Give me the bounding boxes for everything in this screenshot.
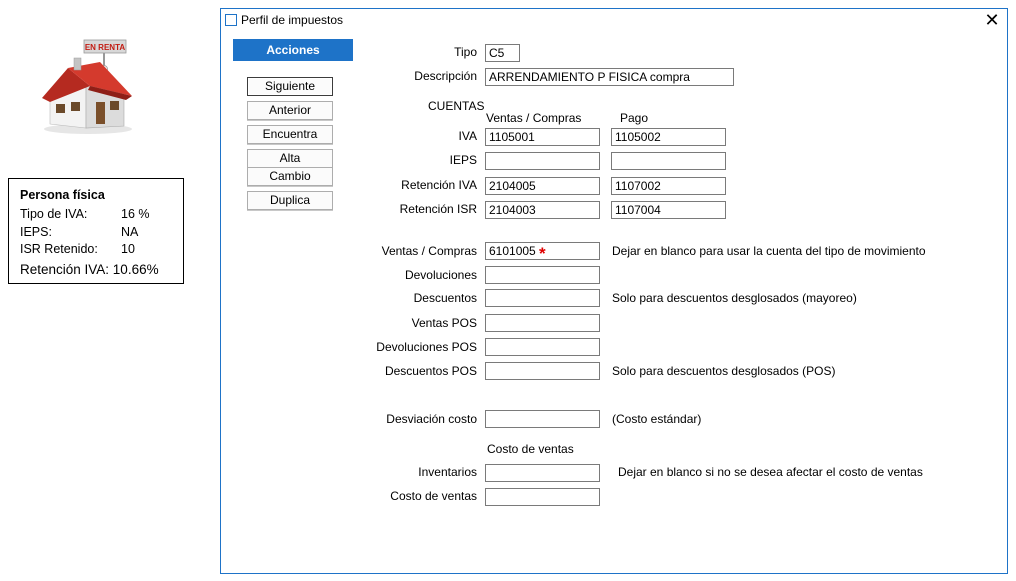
ieps-row-label: IEPS: [449, 153, 477, 167]
inventarios-note: Dejar en blanco si no se desea afectar el costo de ventas: [618, 465, 923, 479]
desviacion-costo-note: (Costo estándar): [612, 412, 702, 426]
desviacion-costo-field[interactable]: [485, 410, 600, 428]
actions-header: Acciones: [233, 39, 353, 61]
find-button[interactable]: Encuentra: [247, 125, 333, 144]
ieps-label: IEPS:: [20, 225, 52, 239]
window-icon: [225, 14, 237, 26]
ventas-pos-field[interactable]: [485, 314, 600, 332]
cuentas-header: CUENTAS: [428, 99, 485, 113]
ventas-compras-note: Dejar en blanco para usar la cuenta del tipo de movimiento: [612, 244, 926, 258]
devoluciones-label: Devoluciones: [404, 268, 477, 282]
retencion-iva-pago-field[interactable]: 1107002: [611, 177, 726, 195]
taxpayer-info-card: [8, 178, 184, 284]
costo-ventas-header: Costo de ventas: [487, 442, 574, 456]
iva-label: IVA: [458, 129, 477, 143]
descuentos-pos-label: Descuentos POS: [384, 364, 477, 378]
iva-retention-text: Retención IVA: 10.66%: [20, 262, 159, 277]
descuentos-pos-note: Solo para descuentos desglosados (POS): [612, 364, 836, 378]
ventas-compras-field[interactable]: 6101005: [485, 242, 600, 260]
descuentos-pos-field[interactable]: [485, 362, 600, 380]
retencion-iva-ventas-field[interactable]: 2104005: [485, 177, 600, 195]
iva-pago-field[interactable]: 1105002: [611, 128, 726, 146]
change-button[interactable]: Cambio: [247, 167, 333, 186]
house-for-rent-image: [38, 38, 134, 136]
inventarios-field[interactable]: [485, 464, 600, 482]
ventas-compras-column-header: Ventas / Compras: [486, 111, 582, 125]
ieps-pago-field[interactable]: [611, 152, 726, 170]
descuentos-field[interactable]: [485, 289, 600, 307]
retencion-isr-ventas-field[interactable]: 2104003: [485, 201, 600, 219]
retencion-isr-pago-field[interactable]: 1107004: [611, 201, 726, 219]
tipo-label: Tipo: [454, 45, 477, 59]
ventas-compras-label: Ventas / Compras: [381, 244, 477, 258]
descuentos-note: Solo para descuentos desglosados (mayoreo): [612, 291, 857, 305]
costo-ventas-label: Costo de ventas: [390, 489, 477, 503]
required-asterisk: *: [539, 244, 546, 263]
next-button[interactable]: Siguiente: [247, 77, 333, 96]
inventarios-label: Inventarios: [418, 465, 477, 479]
desviacion-costo-label: Desviación costo: [386, 412, 477, 426]
iva-type-value: 16 %: [121, 207, 150, 221]
retencion-iva-label: Retención IVA: [401, 178, 477, 192]
card-title: Persona física: [20, 188, 105, 202]
iva-ventas-field[interactable]: 1105001: [485, 128, 600, 146]
dialog-title: Perfil de impuestos: [241, 13, 344, 27]
descripcion-label: Descripción: [414, 69, 477, 83]
ieps-value: NA: [121, 225, 139, 239]
close-icon[interactable]: ✕: [984, 10, 1000, 30]
isr-value: 10: [121, 242, 135, 256]
descuentos-label: Descuentos: [413, 291, 477, 305]
costo-ventas-field[interactable]: [485, 488, 600, 506]
duplicate-button[interactable]: Duplica: [247, 191, 333, 210]
pago-column-header: Pago: [620, 111, 649, 125]
ieps-ventas-field[interactable]: [485, 152, 600, 170]
tipo-field[interactable]: C5: [485, 44, 520, 62]
devoluciones-pos-field[interactable]: [485, 338, 600, 356]
devoluciones-field[interactable]: [485, 266, 600, 284]
rent-sign-text: EN RENTA: [84, 43, 126, 52]
devoluciones-pos-label: Devoluciones POS: [376, 340, 477, 354]
previous-button[interactable]: Anterior: [247, 101, 333, 120]
add-button[interactable]: Alta: [247, 149, 333, 168]
descripcion-field[interactable]: ARRENDAMIENTO P FISICA compra: [485, 68, 734, 86]
isr-label: ISR Retenido:: [20, 242, 98, 256]
retencion-isr-label: Retención ISR: [399, 202, 477, 216]
tax-profile-dialog: [220, 8, 1008, 574]
iva-type-label: Tipo de IVA:: [20, 207, 88, 221]
ventas-pos-label: Ventas POS: [411, 316, 477, 330]
